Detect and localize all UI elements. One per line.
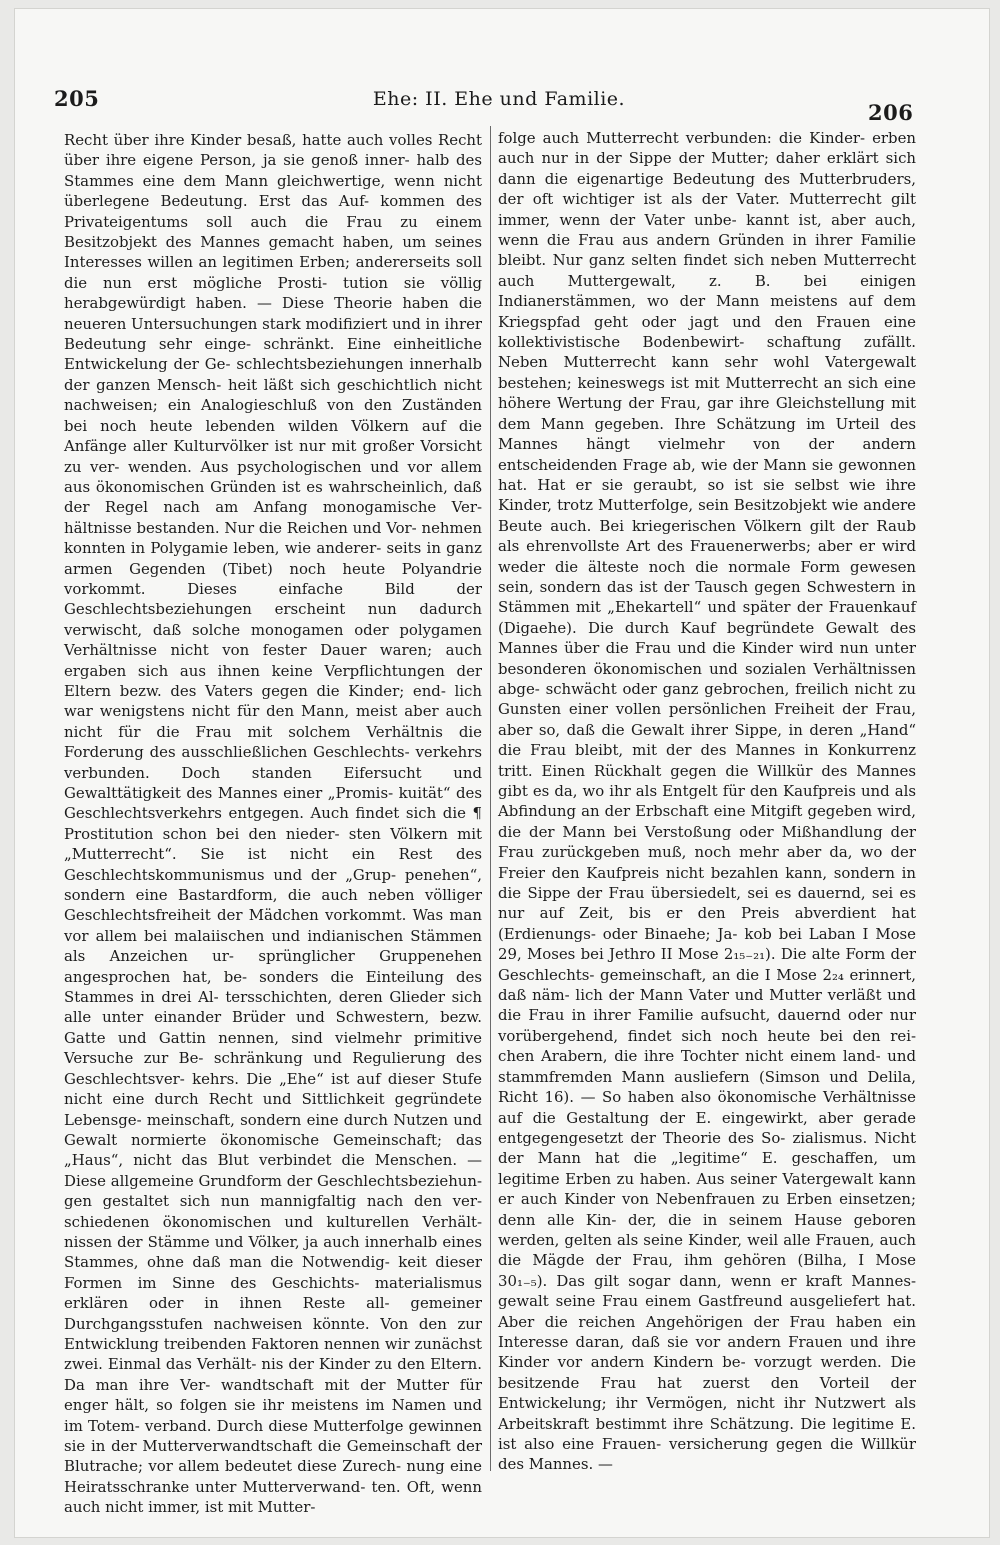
text-column-left (64, 130, 482, 1518)
column-divider (490, 126, 491, 1471)
book-page (14, 8, 990, 1538)
page-number-left: 205 (54, 86, 100, 111)
text-column-right (498, 128, 916, 1475)
column-left-text: Recht über ihre Kinder besaß, hatte auch volles Recht über ihre eigene Person, ja sie genoß inner- halb des Stammes eine dem Mann gleichwertige, wenn nicht überlegene Bedeutung. Erst das Auf- kommen des Privateigentums soll auch die Frau zu einem Besitzobjekt des Mannes gemacht haben, um seines Interesses willen an legitimen Erben; andererseits soll die nun erst mögliche Prosti- tution sie völlig herabgewürdigt haben. — Diese Theorie haben die neueren Untersuchungen stark modifiziert und in ihrer Bedeutung sehr einge- schränkt. Eine einheitliche Entwickelung der Ge- schlechtsbeziehungen innerhalb der ganzen Mensch- heit läßt sich geschichtlich nicht nachweisen; ein Analogieschluß von den Zuständen bei noch heute lebenden wilden Völkern auf die Anfänge aller Kulturvölker ist nur mit großer Vorsicht zu ver- wenden. Aus psychologischen und vor allem aus ökonomischen Gründen ist es wahrscheinlich, daß der Regel nach am Anfang monogamische Ver- hältnisse bestanden. Nur die Reichen und Vor- nehmen konnten in Polygamie leben, wie anderer- seits in ganz armen Gegenden (Tibet) noch heute Polyandrie vorkommt. Dieses einfache Bild der Geschlechtsbeziehungen erscheint nun dadurch verwischt, daß solche monogamen oder polygamen Verhältnisse nicht von fester Dauer waren; auch ergaben sich aus ihnen keine Verpflichtungen der Eltern bezw. des Vaters gegen die Kinder; end- lich war wenigstens nicht für den Mann, meist aber auch nicht für die Frau mit solchem Verhältnis die Forderung des ausschließlichen Geschlechts- verkehrs verbunden. Doch standen Eifersucht und Gewalttätigkeit des Mannes einer „Promis- kuität“ des Geschlechtsverkehrs entgegen. Auch findet sich die ¶ Prostitution schon bei den nieder- sten Völkern mit „Mutterrecht“. Sie ist nicht ein Rest des Geschlechtskommunismus und der „Grup- penehen“, sondern eine Bastardform, die auch neben völliger Geschlechtsfreiheit der Mädchen vorkommt. Was man vor allem bei malaiischen und indianischen Stämmen als Anzeichen ur- sprünglicher Gruppenehen angesprochen hat, be- sonders die Einteilung des Stammes in drei Al- tersschichten, deren Glieder sich alle unter einander Brüder und Schwestern, bezw. Gatte und Gattin nennen, sind vielmehr primitive Versuche zur Be- schränkung und Regulierung des Geschlechtsver- kehrs. Die „Ehe“ ist auf dieser Stufe nicht eine durch Recht und Sittlichkeit gegründete Lebensge- meinschaft, sondern eine durch Nutzen und Gewalt normierte ökonomische Gemeinschaft; das „Haus“, nicht das Blut verbindet die Menschen. — Diese allgemeine Grundform der Geschlechtsbeziehun- gen gestaltet sich nun mannigfaltig nach den ver- schiedenen ökonomischen und kulturellen Verhält- nissen der Stämme und Völker, ja auch innerhalb eines Stammes, ohne daß man die Notwendig- keit dieser Formen im Sinne des Geschichts- materialismus erklären oder in ihnen Reste all- gemeiner Durchgangsstufen nachweisen könnte. Von den zur Entwicklung treibenden Faktoren nennen wir zunächst zwei. Einmal das Verhält- nis der Kinder zu den Eltern. Da man ihre Ver- wandtschaft mit der Mutter für enger hält, so folgen sie ihr meistens im Namen und im Totem- verband. Durch diese Mutterfolge gewinnen sie in der Mutterverwandtschaft die Gemeinschaft der Blutrache; vor allem bedeutet diese Zurech- nung eine Heiratsschranke unter Mutterverwand- ten. Oft, wenn auch nicht immer, ist mit Mutter- (64, 131, 482, 1517)
running-head: Ehe: II. Ehe und Familie. (372, 88, 626, 110)
column-right-text: folge auch Mutterrecht verbunden: die Kinder- erben auch nur in der Sippe der Mutter; daher erklärt sich dann die eigenartige Bedeutung des Mutterbruders, der oft wichtiger ist als der Vater. Mutterrecht gilt immer, wenn der Vater unbe- kannt ist, aber auch, wenn die Frau aus andern Gründen in ihrer Familie bleibt. Nur ganz selten findet sich neben Mutterrecht auch Muttergewalt, z. B. bei einigen Indianerstämmen, wo der Mann meistens auf dem Kriegspfad geht oder jagt und den Frauen eine kollektivistische Bodenbewirt- schaftung zufällt. Neben Mutterrecht kann sehr wohl Vatergewalt bestehen; keineswegs ist mit Mutterrecht an sich eine höhere Wertung der Frau, gar ihre Gleichstellung mit dem Mann gegeben. Ihre Schätzung im Urteil des Mannes hängt vielmehr von der andern entscheidenden Frage ab, wie der Mann sie gewonnen hat. Hat er sie geraubt, so ist sie selbst wie ihre Kinder, trotz Mutterfolge, sein Besitzobjekt wie andere Beute auch. Bei kriegerischen Völkern gilt der Raub als ehrenvollste Art des Frauenerwerbs; aber er wird weder die älteste noch die normale Form gewesen sein, sondern das ist der Tausch gegen Schwestern in Stämmen mit „Ehekartell“ und später der Frauenkauf (Digaehe). Die durch Kauf begründete Gewalt des Mannes über die Frau und die Kinder wird nun unter besonderen ökonomischen und sozialen Verhältnissen abge- schwächt oder ganz gebrochen, freilich nicht zu Gunsten einer vollen persönlichen Freiheit der Frau, aber so, daß die Gewalt ihrer Sippe, in deren „Hand“ die Frau bleibt, mit der des Mannes in Konkurrenz tritt. Einen Rückhalt gegen die Willkür des Mannes gibt es da, wo ihr als Entgelt für den Kaufpreis und als Abfindung an der Erbschaft eine Mitgift gegeben wird, die der Mann bei Verstoßung oder Mißhandlung der Frau zurückgeben muß, noch mehr aber da, wo der Freier den Kaufpreis nicht bezahlen kann, sondern in die Sippe der Frau übersiedelt, sei es dauernd, sei es nur auf Zeit, bis er den Preis abverdient hat (Erdienungs- oder Binaehe; Ja- kob bei Laban I Mose 29, Moses bei Jethro II Mose 2₁₅₋₂₁). Die alte Form der Geschlechts- gemeinschaft, an die I Mose 2₂₄ erinnert, daß näm- lich der Mann Vater und Mutter verläßt und die Frau in ihrer Familie aufsucht, dauernd oder nur vorübergehend, findet sich noch heute bei den rei- chen Arabern, die ihre Tochter nicht einem land- und stammfremden Mann ausliefern (Simson und Delila, Richt 16). — So haben also ökonomische Verhältnisse auf die Gestaltung der E. eingewirkt, aber gerade entgegengesetzt der Theorie des So- zialismus. Nicht der Mann hat die „legitime“ E. geschaffen, um legitime Erben zu haben. Aus seiner Vatergewalt kann er auch Kinder von Nebenfrauen zu Erben einsetzen; denn alle Kin- der, die in seinem Hause geboren werden, gelten als seine Kinder, weil alle Frauen, auch die Mägde der Frau, ihm gehören (Bilha, I Mose 30₁₋₅). Das gilt sogar dann, wenn er kraft Mannes- gewalt seine Frau einem Gastfreund ausgeliefert hat. Aber die reichen Angehörigen der Frau haben ein Interesse daran, daß sie vor andern Frauen und ihre Kinder vor andern Kindern be- vorzugt werden. Die besitzende Frau hat zuerst den Vorteil der Entwickelung; ihr Vermögen, nicht ihr Nutzwert als Arbeitskraft bestimmt ihre Schätzung. Die legitime E. ist also eine Frauen- versicherung gegen die Willkür des Mannes. — (498, 129, 916, 1474)
page-number-right: 206 (868, 100, 914, 125)
